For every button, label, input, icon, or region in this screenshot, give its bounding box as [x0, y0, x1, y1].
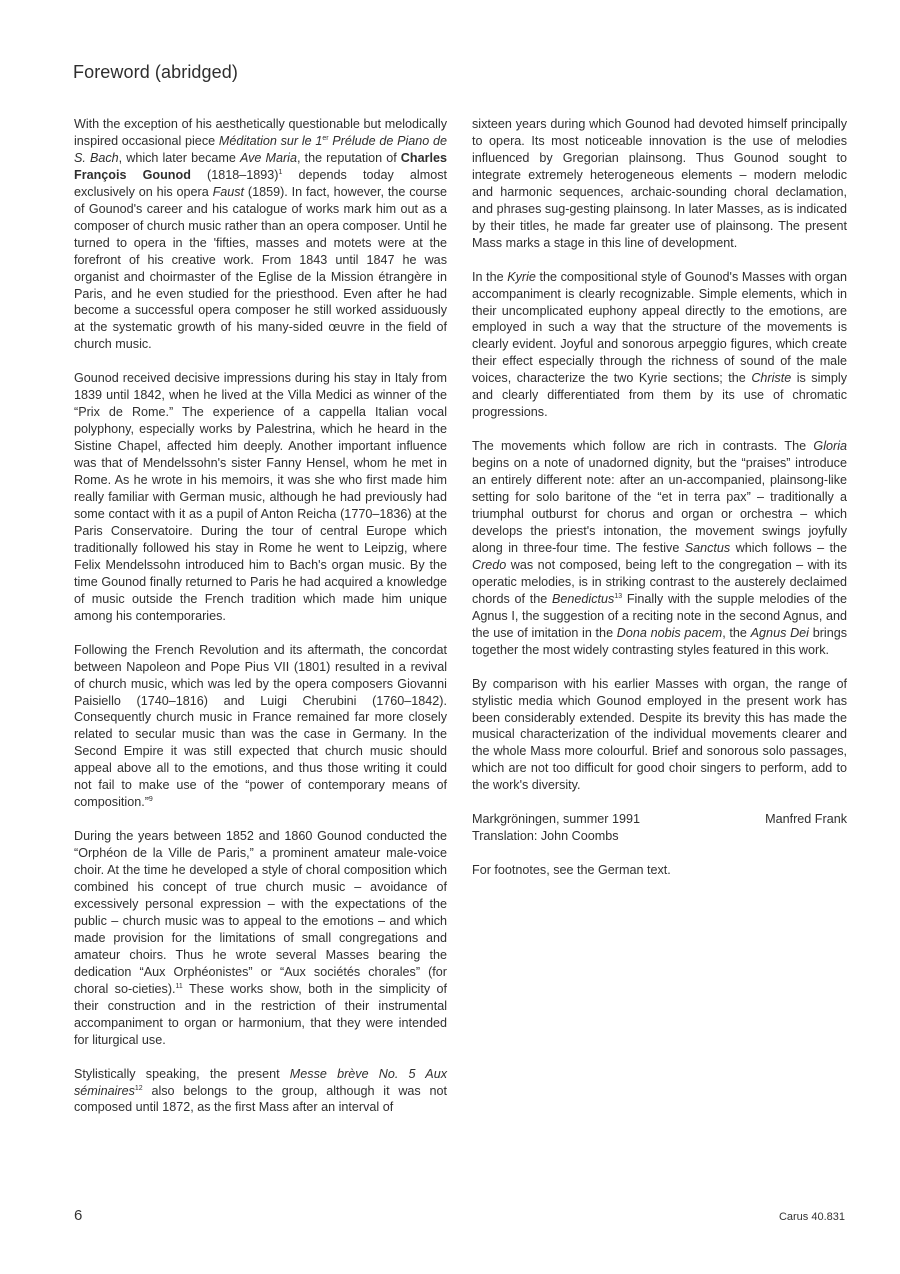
- signature-line: [472, 811, 847, 828]
- composer-name: Charles François Gounod: [74, 150, 447, 182]
- catalog-reference: Carus 40.831: [778, 1211, 845, 1223]
- page-number: 6: [74, 1207, 83, 1224]
- paragraph: Following the French Revolution and its aftermath, the concordat between Napoleon and Pope Pius VII (1801) resulted in a revival of church music, which was led by the opera composers Giovanni Paisiello (1740–1816) and Luigi Cherubini (1760–1842). Consequently church music in France remained far more closely related to secular music than was the case in Germany. In the Second Empire it was still expected that church music should appeal above all to the emotions, and thus those writing it could not fail to make use of the “power of contemporary means of composition.”$^9$: [74, 642, 447, 810]
- place-date: Markgröningen, summer 1991: [472, 812, 640, 827]
- right-column: [472, 116, 847, 896]
- paragraph: The movements which follow are rich in contrasts. The Gloria begins on a note of unadorned dignity, but the “praises” introduce an entirely different note: after an un-accompanied, plainsong-like setting for solo baritone of the “et in terra pax” – traditionally a triumphal outburst for chorus and organ or orchestra – which develops the priest's intonation, the movement swings joyfully along in three-four time. The festive Sanctus which follows – the Credo was not composed, being left to the congregation – with its operatic melodies, is in striking contrast to the austerely declaimed chords of the Benedictus$^{13}$ Finally with the supple melodies of the Agnus I, the suggestion of a reciting note in the second Agnus, and the use of imitation in the Dona nobis pacem, the Agnus Dei brings together the most widely contrasting styles featured in this work.: [472, 439, 848, 657]
- paragraph: Gounod received decisive impressions during his stay in Italy from 1839 until 1842, when he lived at the Villa Medici as winner of the “Prix de Rome.” The experience of a cappella Italian vocal polyphony, especially works by Palestrina, which he heard in the Sistine Chapel, affected him deeply. Another important influence was that of Mendelssohn's sister Fanny Hensel, whom he met in Rome. As he wrote in his memoirs, it was she who first made him really familiar with German music, although he had previously had some contact with it as a pupil of Anton Reicha (1770–1836) at the Paris Conservatoire. During the tour of central Europe which traditionally followed his stay in Rome he went to Leipzig, where Felix Mendelssohn introduced him to Bach's organ music. By the time Gounod finally returned to Paris he had acquired a knowledge of music outside the French tradition which made him unique among his contemporaries.: [74, 371, 447, 623]
- paragraph: With the exception of his aesthetically questionable but melodically inspired occasional piece Méditation sur le 1er Prélude de Piano de S. Bach, which later became Ave Maria, the reputation of Charles François Gounod (1818–1893)$^1$ depends today almost exclusively on his opera Faust (1859). In fact, however, the course of Gounod's career and his catalogue of works mark him out as a composer of church music rather than an opera composer. Until he turned to opera in the 'fifties, masses and motets were at the forefront of his creative work. From 1843 until 1847 he was organist and choirmaster of the Eglise de la Mission étrangère in Paris, and he even studied for the priesthood. Even after he had become a successful opera composer he still worked assiduously at the systematic growth of his many-sided œuvre in the field of church music.: [74, 117, 448, 352]
- paragraph: Stylistically speaking, the present Messe brève No. 5 Aux séminaires$^{12}$ also belongs to the group, although it was not composed until 1872, as the first Mass after an interval of: [74, 1066, 447, 1115]
- paragraph: In the Kyrie the compositional style of Gounod's Masses with organ accompaniment is clearly recognizable. Simple elements, which in their uncomplicated euphony appeal directly to the emotions, are employed in such a way that the structure of the movements is clearly evident. Joyful and sonorous arpeggio figures, which create their effect especially through the richness of sound of the male voices, characterize the two Kyrie sections; the Christe is simply and clearly differentiated from them by its use of chromatic progressions.: [472, 269, 847, 420]
- left-column: [74, 116, 447, 1133]
- paragraph: By comparison with his earlier Masses with organ, the range of stylistic media which Gounod employed in the present work has been considerably extended. Despite its brevity this has made the musical characterization of the individual movements clearer and the whole Mass more colourful. Brief and sonorous solo passages, which are not too difficult for good choir singers to perform, add to the work's diversity.: [472, 676, 847, 793]
- page-title: Foreword (abridged): [73, 62, 238, 82]
- translator-credit: Translation: John Coombs: [472, 829, 619, 844]
- author-name: Manfred Frank: [765, 812, 847, 827]
- paragraph: sixteen years during which Gounod had devoted himself principally to opera. Its most noticeable innovation is the use of melodies influenced by Gregorian plainsong. Thus Gounod sought to integrate extremely heterogeneous elements – modern melodic and harmonic sequences, archaic-sounding choral declamation, and phrases sug-gesting plainsong. In later Masses, as is indicated by their titles, he made far greater use of plainsong. The present Mass marks a stage in this line of development.: [472, 117, 847, 250]
- footnote-note: For footnotes, see the German text.: [472, 863, 671, 878]
- paragraph: During the years between 1852 and 1860 Gounod conducted the “Orphéon de la Ville de Paris,” a prominent amateur male-voice choir. At the time he developed a style of choral composition which combined his concept of true church music – avoidance of excessively personal expression – with the expectations of the public – church music was to appeal to the emotions – and which made provision for the limitations of small congregations and amateur choirs. Thus he wrote several Masses bearing the dedication “Aux Orphéonistes” or “Aux sociétés chorales” (for choral so-cieties).$^{11}$ These works show, both in the simplicity of their construction and in the restriction of their instrumental accompaniment to organ or harmonium, that they were intended for liturgical use.: [74, 829, 447, 1047]
